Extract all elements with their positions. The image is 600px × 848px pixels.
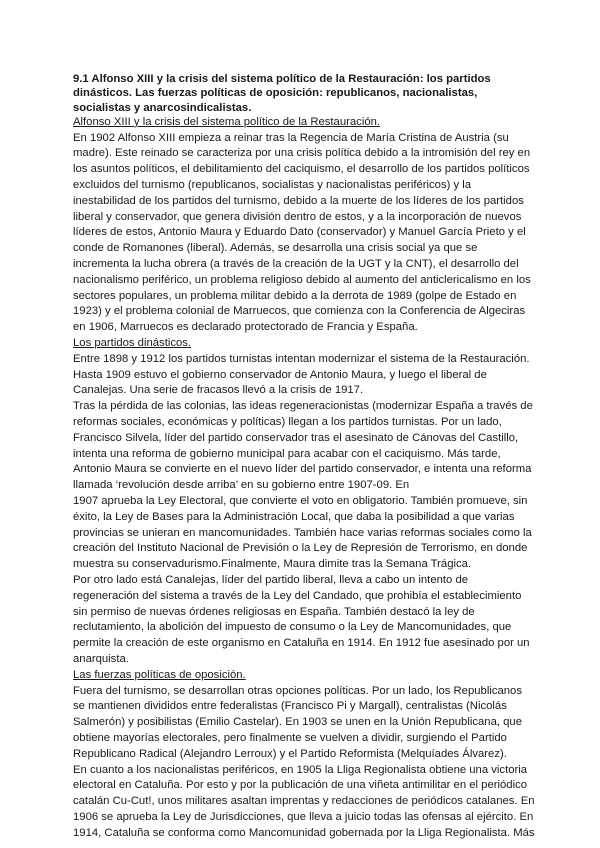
paragraph: En cuanto a los nacionalistas periféricos, en 1905 la Lliga Regionalista obtiene una victoria electoral en Cataluña. Por esto y por la publicación de una viñeta antimilitar en el periódico catalán Cu-Cut!, unos militares asaltan imprentas y redacciones de periódicos catalanes. En 1906 se aprueba la Ley de Jurisdicciones, que lleva a juicio todas las ofensas al ejército. En 1914, Cataluña se conforma como Mancomunidad gobernada por la Lliga Regionalista. Más [73, 763, 535, 839]
section-heading-fuerzas-oposicion: Las fuerzas políticas de oposición. [73, 668, 246, 681]
document-title: 9.1 Alfonso XIII y la crisis del sistema político de la Restauración: los partidos dinásticos. Las fuerzas políticas de oposición: republicanos, nacionalistas, socialistas y anarcosindicalistas. [73, 73, 491, 114]
paragraph: En 1902 Alfonso XIII empieza a reinar tras la Regencia de María Cristina de Austria (su madre). Este reinado se caracteriza por una crisis política debido a la intromisión del rey en los asuntos políticos, el debilitamiento del caciquismo, el desarrollo de los partidos políticos excluidos del turnismo (republicanos, socialistas y nacionalistas periféricos) y la inestabilidad de los partidos del turnismo, debido a la muerte de los líderes de los partidos liberal y conservador, que genera división dentro de estos, y a la incorporación de nuevos líderes de estos, Antonio Maura y Eduardo Dato (conservador) y Manuel García Prieto y el conde de Romanones (liberal). Además, se desarrolla una crisis social ya que se incrementa la lucha obrera (a través de la creación de la UGT y la CNT), el desarrollo del nacionalismo periférico, un problema religioso debido al aumento del anticlericalismo en los sectores populares, un problema militar debido a la derrota de 1989 (golpe de Estado en 1923) y el problema colonial de Marruecos, que comienza con la Conferencia de Algeciras en 1906, Marruecos es declarado protectorado de Francia y España. [73, 131, 531, 334]
paragraph: Tras la pérdida de las colonias, las ideas regeneracionistas (modernizar España a través de reformas sociales, económicas y políticas) llegan a los partidos turnistas. Por un lado, Francisco Silvela, líder del partido conservador tras el asesinato de Cánovas del Castillo, intenta una reforma de gobierno municipal para acabar con el caciquismo. Más tarde, Antonio Maura se convierte en el nuevo líder del partido conservador, e intenta una reforma llamada ‘revolución desde arriba’ en su gobierno entre 1907-09. En [73, 400, 533, 492]
section-heading-partidos-dinasticos: Los partidos dinásticos. [73, 337, 192, 350]
paragraph: 1907 aprueba la Ley Electoral, que convierte el voto en obligatorio. También promueve, sin éxito, la Ley de Bases para la Administración Local, que daba la posibilidad a que varias provincias se unieran en mancomunidades. También hace varias reformas sociales como la creación del Instituto Nacional de Previsión o la Ley de Represión de Terrorismo, en donde muestra su conservadurismo.Finalmente, Maura dimite tras la Semana Trágica. [73, 495, 532, 571]
document-page [73, 72, 535, 842]
paragraph: Entre 1898 y 1912 los partidos turnistas intentan modernizar el sistema de la Restauración. Hasta 1909 estuvo el gobierno conservador de Antonio Maura, y luego el liberal de Canalejas. Una serie de fracasos llevó a la crisis de 1917. [73, 352, 530, 397]
section-heading-restauracion: Alfonso XIII y la crisis del sistema político de la Restauración. [73, 115, 381, 128]
paragraph: Fuera del turnismo, se desarrollan otras opciones políticas. Por un lado, los Republicanos se mantienen divididos entre federalistas (Francisco Pi y Margall), centralistas (Nicolás Salmerón) y posibilistas (Emilio Castelar). En 1903 se unen en la Unión Republicana, que obtiene mayorías electorales, pero finalmente se vuelven a dividir, surgiendo el Partido Republicano Radical (Alejandro Lerroux) y el Partido Reformista (Melquíades Álvarez). [73, 684, 522, 760]
paragraph: Por otro lado está Canalejas, líder del partido liberal, lleva a cabo un intento de regeneración del sistema a través de la Ley del Candado, que prohibía el establecimiento sin permiso de nuevas órdenes religiosas en España. También destacó la ley de reclutamiento, la abolición del impuesto de consumo o la Ley de Mancomunidades, que permite la creación de este organismo en Cataluña en 1914. En 1912 fue asesinado por un anarquista. [73, 574, 530, 665]
